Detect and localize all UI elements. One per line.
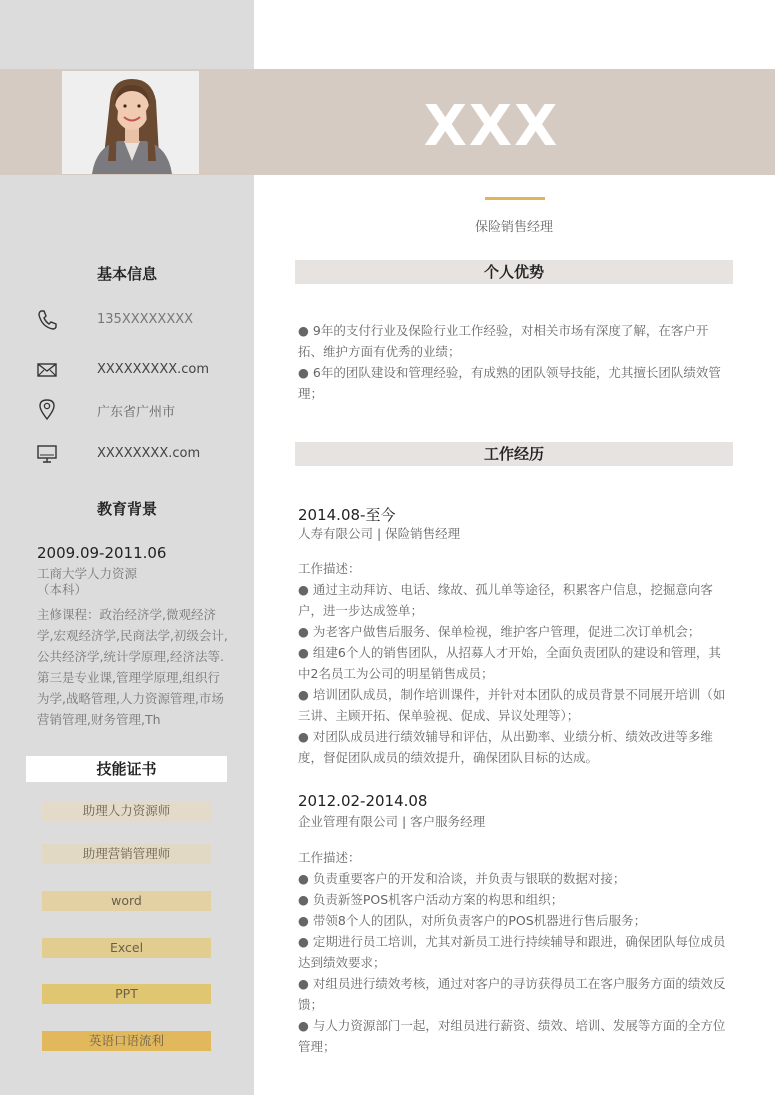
education-date: 2009.09-2011.06 <box>37 544 167 562</box>
monitor-icon <box>36 443 58 465</box>
advantage-item: ● 9年的支付行业及保险行业工作经验，对相关市场有深度了解，在客户开拓、维护方面有优秀的业绩； <box>298 323 709 359</box>
job-desc-label: 工作描述： <box>298 561 361 576</box>
email-text: XXXXXXXXX.com <box>97 362 210 377</box>
job-desc-label: 工作描述： <box>298 850 361 865</box>
skills-heading: 技能证书 <box>26 756 227 782</box>
phone-icon <box>36 309 58 331</box>
location-icon <box>36 398 58 420</box>
skill-badge: Excel <box>42 938 211 958</box>
accent-bar <box>485 197 545 200</box>
job-item: ● 为老客户做售后服务、保单检视，维护客户管理，促进二次订单机会； <box>298 624 701 639</box>
job-date: 2014.08-至今 <box>298 506 396 524</box>
skill-badge: 英语口语流利 <box>42 1031 211 1051</box>
skill-badge: word <box>42 891 211 911</box>
website-text: XXXXXXXX.com <box>97 446 201 461</box>
education-school: 工商大学人力资源 <box>37 566 138 581</box>
skill-badge: PPT <box>42 984 211 1004</box>
profile-photo <box>62 71 199 174</box>
job-item: ● 负责新签POS机客户活动方案的构思和组织； <box>298 892 564 907</box>
skill-badge: 助理营销管理师 <box>42 844 211 864</box>
phone-text: 135XXXXXXXX <box>97 312 194 327</box>
job-item: ● 对团队成员进行绩效辅导和评估，从出勤率、业绩分析、绩效改进等多维度，督促团队成员的绩效提升，确保团队目标的达成。 <box>298 729 713 765</box>
job-title: 保险销售经理 <box>474 220 553 235</box>
experience-heading: 工作经历 <box>295 442 733 466</box>
education-heading: 教育背景 <box>96 500 157 518</box>
education-courses: 主修课程：政治经济学,微观经济学,宏观经济学,民商法学,初级会计,公共经济学,统计学原理,经济法等.第三是专业课,管理学原理,组织行为学,战略管理,人力资源管理,市场营销管理,财务管理,Th <box>37 607 228 727</box>
job-company: 企业管理有限公司 | 客户服务经理 <box>298 814 486 829</box>
education-degree: （本科） <box>37 582 88 597</box>
job-item: ● 与人力资源部门一起，对组员进行薪资、绩效、培训、发展等方面的全方位管理； <box>298 1018 726 1054</box>
location-text: 广东省广州市 <box>97 405 176 420</box>
skill-badge: 助理人力资源师 <box>42 801 211 821</box>
job-company: 人寿有限公司 | 保险销售经理 <box>298 526 461 541</box>
job-item: ● 对组员进行绩效考核，通过对客户的寻访获得员工在客户服务方面的绩效反馈； <box>298 976 726 1012</box>
advantage-item: ● 6年的团队建设和管理经验，有成熟的团队领导技能，尤其擅长团队绩效管理； <box>298 365 721 401</box>
job-item: ● 通过主动拜访、电话、缘故、孤儿单等途径，积累客户信息，挖掘意向客户，进一步达成签单； <box>298 582 713 618</box>
job-date: 2012.02-2014.08 <box>298 792 428 810</box>
job-item: ● 带领8个人的团队，对所负责客户的POS机器进行售后服务； <box>298 913 647 928</box>
advantages-heading: 个人优势 <box>295 260 733 284</box>
avatar <box>62 71 199 174</box>
job-item: ● 培训团队成员，制作培训课件，并针对本团队的成员背景不同展开培训（如三讲、主顾开拓、保单验视、促成、异议处理等）； <box>298 687 726 723</box>
candidate-name: XXX <box>423 94 560 159</box>
job-item: ● 负责重要客户的开发和洽谈，并负责与银联的数据对接； <box>298 871 626 886</box>
basic-info-heading: 基本信息 <box>96 265 157 283</box>
job-item: ● 定期进行员工培训，尤其对新员工进行持续辅导和跟进，确保团队每位成员达到绩效要求； <box>298 934 726 970</box>
job-item: ● 组建6个人的销售团队，从招募人才开始，全面负责团队的建设和管理，其中2名员工为公司的明星销售成员； <box>298 645 721 681</box>
mail-icon <box>36 359 58 381</box>
